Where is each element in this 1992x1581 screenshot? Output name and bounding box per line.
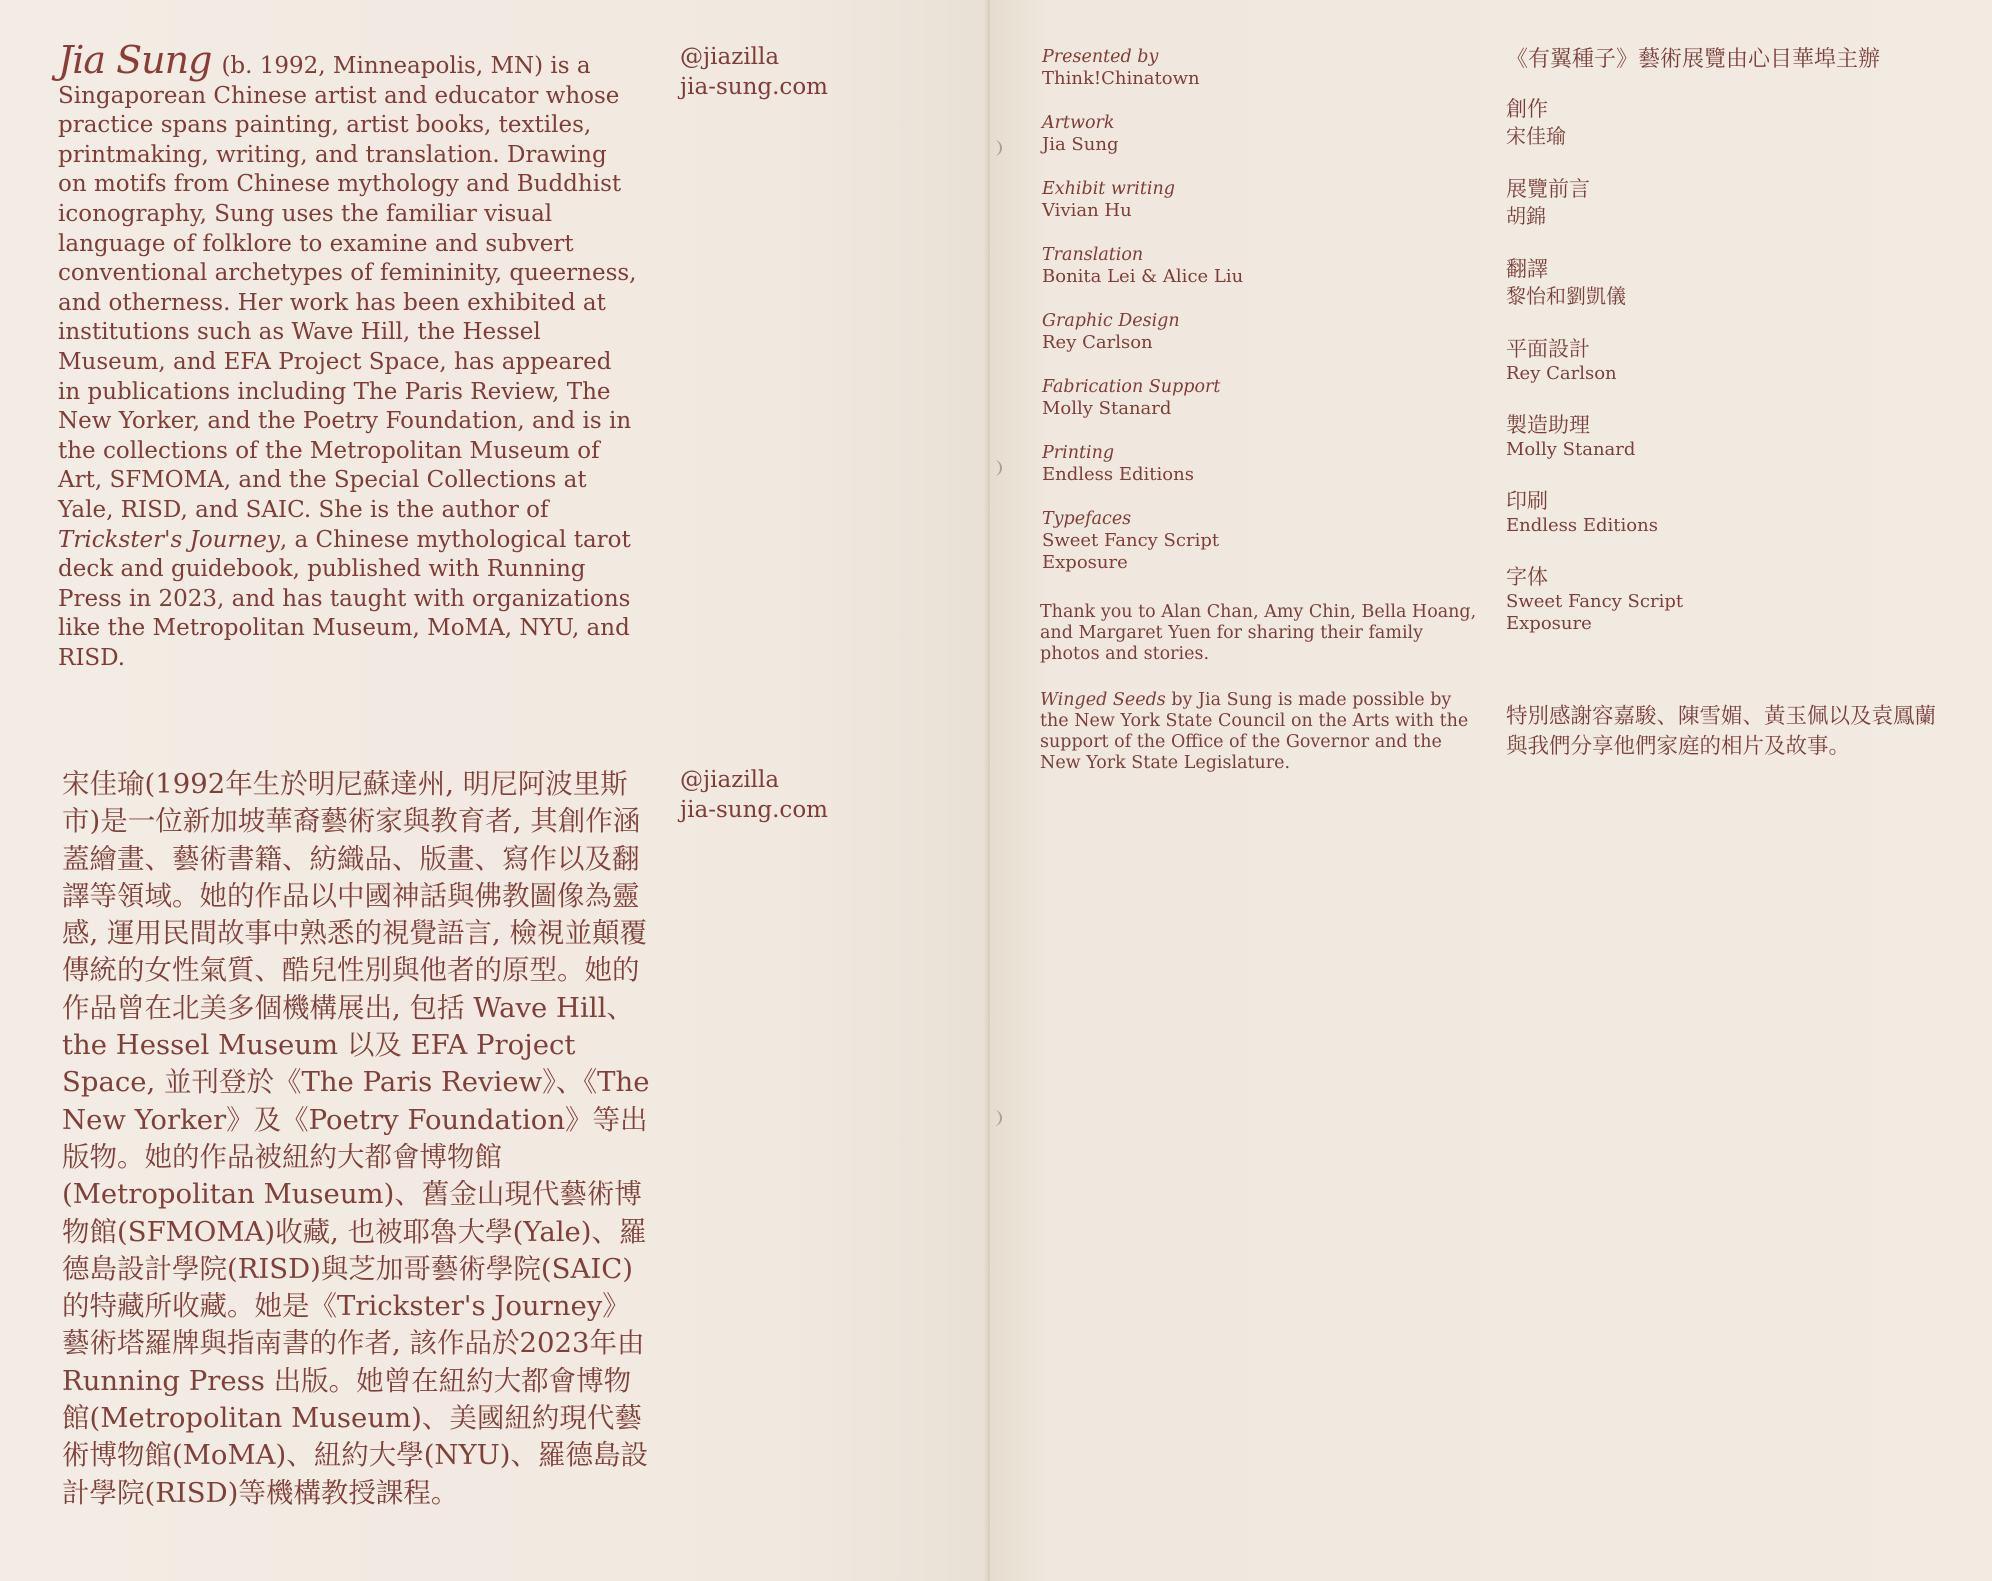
credit-name: 宋佳瑜 [1506,124,1566,148]
contact-block-bottom [680,765,860,825]
acknowledgement-chinese: 特別感謝容嘉駿、陳雪媚、黃玉佩以及袁鳳蘭與我們分享他們家庭的相片及故事。 [1506,704,1937,759]
credit-role: 印刷 [1506,489,1548,513]
credit-role: Presented by [1042,47,1159,67]
credit-role: 翻譯 [1506,257,1548,281]
acknowledgement-english: Thank you to Alan Chan, Amy Chin, Bella Hoang, and Margaret Yuen for sharing their family photos and stories. [1040,602,1477,664]
funding-text: by Jia Sung is made possible by the New York State Council on the Arts with the support of the Office of the Governor and the New York State Legislature. [1040,690,1469,773]
contact-block-top [680,42,860,102]
credit-role: Artwork [1042,113,1115,133]
exhibition-title: Winged Seeds [1040,690,1166,710]
credit-item [1042,508,1482,574]
credit-role: Translation [1042,245,1144,265]
social-handle: @jiazilla [680,767,780,793]
credit-name: Molly Stanard [1506,439,1636,460]
bio-en-text-end: , a Chinese mythological tarot deck and guidebook, published with Running Press in 2023, and has taught with organizations like the Metropolitan Museum, MoMA, NYU, and RISD. [58,526,631,671]
presenter-header-chinese: 《有翼種子》藝術展覽由心目華埠主辦 [1506,47,1881,72]
credit-item [1506,564,1966,635]
credit-item [1042,46,1482,90]
credits-chinese [1506,46,1966,662]
credit-name: Bonita Lei & Alice Liu [1042,266,1244,287]
binding-mark [990,1110,1002,1126]
credit-item [1506,96,1966,149]
artist-bio-chinese: 宋佳瑜(1992年生於明尼蘇達州, 明尼阿波里斯市)是一位新加坡華裔藝術家與教育者, 其創作涵蓋繪畫、藝術書籍、紡織品、版畫、寫作以及翻譯等領域。她的作品以中國神話與佛教圖像為靈感, 運用民間故事中熟悉的視覺語言, 檢視並顛覆傳統的女性氣質、酷兒性別與他者的原型。她的作品曾在北美多個機構展出, 包括 Wave Hill、the Hessel Museum 以及 EFA Project Space, 並刊登於《The Paris Review》、《The New Yorker》及《Poetry Foundation》等出版物。她的作品被紐約大都會博物館(Metropolitan Museum)、舊金山現代藝術博物館(SFMOMA)收藏, 也被耶魯大學(Yale)、羅德島設計學院(RISD)與芝加哥藝術學院(SAIC)的特藏所收藏。她是《Trickster's Journey》藝術塔羅牌與指南書的作者, 該作品於2023年由 Running Press 出版。她曾在紐約大都會博物館(Metropolitan Museum)、美國紐約現代藝術博物館(MoMA)、紐約大學(NYU)、羅德島設計學院(RISD)等機構教授課程。 [62,768,650,1509]
credit-role: 字体 [1506,565,1548,589]
credit-role: 製造助理 [1506,413,1590,437]
left-page [0,0,990,1581]
credit-role: 展覽前言 [1506,177,1590,201]
credit-name: Rey Carlson [1506,363,1617,384]
credit-item [1042,442,1482,486]
book-title: Trickster's Journey [58,526,280,553]
credit-name: Molly Stanard [1042,398,1172,419]
credit-item [1042,244,1482,288]
credit-item [1042,310,1482,354]
credit-role: 平面設計 [1506,337,1590,361]
artist-signature: Jia Sung [58,38,212,82]
credit-role: Fabrication Support [1042,377,1221,397]
credit-name: Sweet Fancy Script [1506,591,1684,612]
credit-item [1506,488,1966,537]
artist-bio-english [58,38,638,673]
credit-role: 創作 [1506,97,1548,121]
credit-role: Graphic Design [1042,311,1180,331]
credit-role: Typefaces [1042,509,1132,529]
credit-item [1506,176,1966,229]
credit-item [1506,256,1966,309]
credit-name: Exposure [1506,613,1592,634]
credit-role: Printing [1042,443,1115,463]
credit-name: Sweet Fancy Script [1042,530,1220,551]
credit-item [1042,178,1482,222]
credit-name: 胡錦 [1506,204,1546,228]
binding-mark [990,460,1002,476]
funding-statement-english [1040,690,1480,774]
credit-name: Rey Carlson [1042,332,1153,353]
credit-item [1042,112,1482,156]
credit-name: Endless Editions [1042,464,1194,485]
credit-name: Exposure [1042,552,1128,573]
social-handle: @jiazilla [680,44,780,70]
credit-item [1506,412,1966,461]
binding-mark [990,140,1002,156]
credit-name: 黎怡和劉凱儀 [1506,284,1626,308]
website-link: jia-sung.com [680,797,828,823]
credit-name: Think!Chinatown [1042,68,1200,89]
credits-english [1042,46,1482,596]
website-link: jia-sung.com [680,74,828,100]
credit-item [1506,336,1966,385]
credit-role: Exhibit writing [1042,179,1175,199]
credit-name: Endless Editions [1506,515,1658,536]
credit-name: Jia Sung [1042,134,1119,155]
credit-name: Vivian Hu [1042,200,1132,221]
bio-en-text: (b. 1992, Minneapolis, MN) is a Singaporean Chinese artist and educator whose practice spans painting, artist books, textiles, printmaking, writing, and translation. Drawing on motifs from Chinese mythology and Buddhist iconography, Sung uses the familiar visual language of folklore to examine and subvert conventional archetypes of femininity, queerness, and otherness. Her work has been exhibited at institutions such as Wave Hill, the Hessel Museum, and EFA Project Space, has appeared in publications including The Paris Review, The New Yorker, and the Poetry Foundation, and is in the collections of the Metropolitan Museum of Art, SFMOMA, and the Special Collections at Yale, RISD, and SAIC. She is the author of [58,53,637,523]
credit-item [1042,376,1482,420]
